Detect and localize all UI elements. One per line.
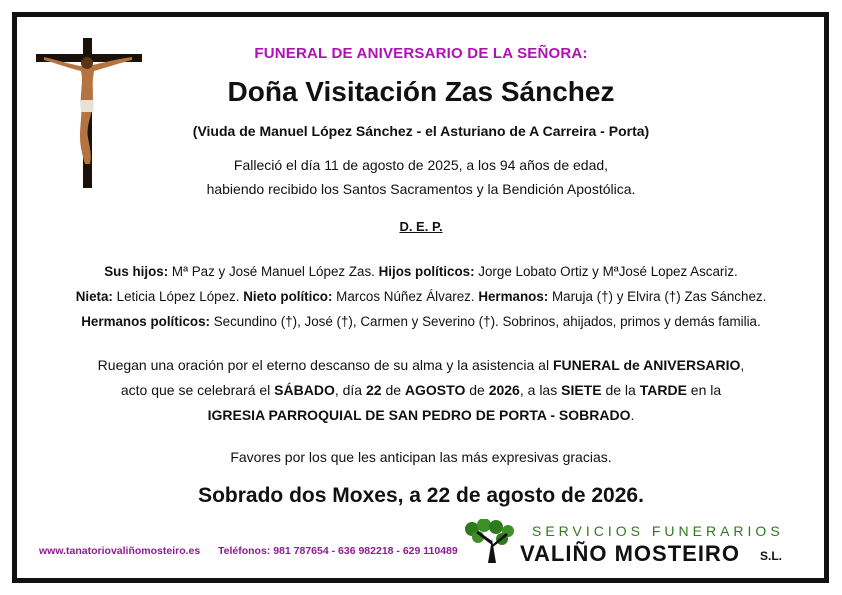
logo-line-1: SERVICIOS FUNERARIOS (532, 523, 784, 539)
family-text: Jorge Lobato Ortiz y MªJosé Lopez Ascariz. (474, 264, 738, 279)
deceased-name: Doña Visitación Zas Sánchez (227, 76, 615, 107)
ceremony-emph: 22 (365, 382, 382, 398)
family-text: Leticia López López. (112, 289, 244, 304)
ceremony-emph: 2026 (488, 382, 520, 398)
ceremony-emph: IGRESIA PARROQUIAL DE SAN PEDRO DE PORTA - SOBRADO (207, 407, 631, 423)
ceremony-line-3 (0, 407, 842, 423)
ceremony-emph: SÁBADO (274, 382, 335, 398)
family-label: Nieta: (75, 289, 113, 304)
tree-logo-icon (462, 519, 522, 565)
family-line-1 (0, 264, 842, 279)
ceremony-text: acto que se celebrará el (120, 382, 275, 398)
family-label: Hijos políticos: (378, 264, 475, 279)
ceremony-text: . (630, 407, 635, 423)
ceremony-emph: TARDE (639, 382, 687, 398)
subtitle: (Viuda de Manuel López Sánchez - el Asturiano de A Carreira - Porta) (192, 123, 650, 139)
logo-line-2: VALIÑO MOSTEIRO (520, 541, 740, 566)
website-link[interactable]: www.tanatoriovaliñomosteiro.es (39, 545, 201, 557)
family-text: Maruja (†) y Elvira (†) Zas Sánchez. (548, 289, 767, 304)
ceremony-emph: FUNERAL de ANIVERSARIO (552, 357, 741, 373)
family-text: Marcos Núñez Álvarez. (332, 289, 479, 304)
death-line-2: habiendo recibido los Santos Sacramentos y la Bendición Apostólica. (206, 181, 636, 197)
company-logo (462, 519, 812, 565)
ceremony-text: , día (334, 382, 366, 398)
ceremony-emph: AGOSTO (404, 382, 466, 398)
ceremony-text: de la (601, 382, 640, 398)
ceremony-text: , a las (519, 382, 562, 398)
ceremony-text: de (465, 382, 489, 398)
ceremony-line-2 (0, 382, 842, 398)
ceremony-line-1 (0, 357, 842, 373)
family-label: Hermanos políticos: (81, 314, 210, 329)
family-label: Sus hijos: (104, 264, 169, 279)
family-label: Nieto político: (243, 289, 333, 304)
ceremony-text: Ruegan una oración por el eterno descanso de su alma y la asistencia al (97, 357, 553, 373)
heading: FUNERAL DE ANIVERSARIO DE LA SEÑORA: (254, 45, 588, 62)
family-text: Secundino (†), José (†), Carmen y Severino (†). Sobrinos, ahijados, primos y demás familia. (209, 314, 761, 329)
family-line-3 (0, 314, 842, 329)
thanks: Favores por los que les anticipan las más expresivas gracias. (230, 449, 612, 465)
death-line-1: Falleció el día 11 de agosto de 2025, a los 94 años de edad, (233, 157, 609, 173)
family-text: Mª Paz y José Manuel López Zas. (168, 264, 379, 279)
family-label: Hermanos: (478, 289, 549, 304)
place-date: Sobrado dos Moxes, a 22 de agosto de 2026. (198, 484, 644, 507)
dep: D. E. P. (399, 219, 443, 234)
phones: Teléfonos: 981 787654 - 636 982218 - 629 110489 (218, 545, 458, 557)
ceremony-text: en la (686, 382, 722, 398)
ceremony-emph: SIETE (561, 382, 602, 398)
logo-suffix: S.L. (760, 549, 783, 563)
family-line-2 (0, 289, 842, 304)
ceremony-text: de (381, 382, 405, 398)
ceremony-text: , (740, 357, 745, 373)
